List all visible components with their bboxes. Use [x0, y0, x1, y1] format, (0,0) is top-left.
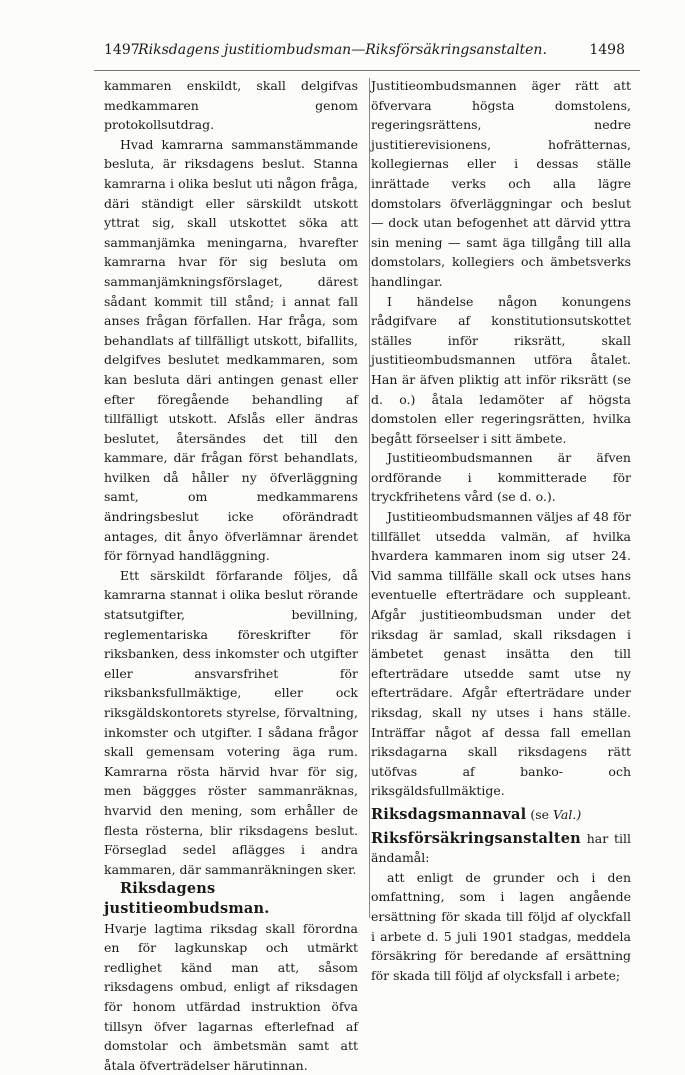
- running-header: [0, 42, 685, 66]
- left-paragraph: kammaren enskildt, skall delgifvas medkammaren genom protokollsutdrag.: [104, 78, 358, 133]
- right-paragraph: I händelse någon konungens rådgifvare af konstitutionsutskottet ställes inför riksrätt, skall justitieombudsmannen utföra åtalet. Han är äfven pliktig att inför riksrätt (se d. o.) åtala ledamöter af högsta domstolen eller regeringsrätten, hvilka begått förseelser i sitt ämbete.: [371, 293, 631, 446]
- left-paragraph: Hvad kamrarna sammanstämmande besluta, är riksdagens beslut. Stanna kamrarna i olika beslut uti någon fråga, däri ständigt eller särskildt utskott yttrat sig, skall utskottet söka att sammanjämka meningarna, hvarefter kamrarna hvar för sig besluta om sammanjämkningsförslaget, därest sådant kommit till stånd; i annat fall anses frågan förfallen. Har fråga, som behandlats af tillfälligt utskott, bifallits, delgifves beslutet medkammaren, som kan besluta däri antingen genast eller efter föregående behandling af tillfälligt utskott. Afslås eller ändras beslutet, återsändes det till den kammare, där frågan först behandlats, hvilken då håller ny öfverläggning samt, om medkammarens ändringsbeslut icke oförändradt antages, dit ånyo öfverlämnar ärendet för förnyad handläggning.: [104, 136, 358, 564]
- right-paragraph: Justitieombudsmannen väljes af 48 för tillfället utsedda valmän, af hvilka hvardera kammaren inom sig utser 24. Vid samma tillfälle skall ock utses hans eventuelle efterträdare och suppleant. Afgår justitieombudsman under det riksdag är samlad, skall riksdagen i ämbetet genast insätta den till efterträdare utsedde samt utse ny efterträdare. Afgår efterträdare under riksdag, skall ny utses i hans ställe. Inträffar något af dessa fall emellan riksdagarna skall riksdagens rätt utöfvas af banko- och riksgäldsfullmäktige.: [371, 509, 631, 799]
- left-column: [104, 76, 358, 1075]
- cross-reference: (se: [530, 806, 550, 822]
- entry-riksdagsmannaval: [371, 805, 631, 825]
- heading-justitieombudsman: Riksdagens justitieombudsman.: [104, 880, 270, 917]
- left-paragraph: Ett särskildt förfarande följes, då kamrarna stannat i olika beslut rörande statsutgifter, bevillning, reglementariska föreskrifter för riksbanken, dess inkomster och utgifter eller ansvarsfrihet för riksbanksfullmäktige, eller ock riksgäldskontorets styrelse, förvaltning, inkomster och utgifter. I sådana frågor skall gemensam votering äga rum. Kamrarna rösta härvid hvar för sig, men bäggges röster sammanräknas, hvarvid den mening, som erhåller de flesta rösterna, blir riksdagens beslut. Förseglad sedel aflägges i andra kammaren, där sammanräkningen sker.: [104, 567, 358, 877]
- entry-riksforsakringsanstalten: [371, 829, 631, 868]
- heading-riksforsakringsanstalten: Riksförsäkringsanstalten: [371, 829, 581, 847]
- page-number-right: 1498: [589, 42, 625, 58]
- entry-lead-text: har till ändamål:: [371, 830, 631, 866]
- header-rule: [94, 70, 640, 71]
- right-column: [371, 76, 631, 985]
- right-paragraph: att enligt de grunder och i den omfattning, som i lagen angående ersättning för skada till följd af olyckfall i arbete d. 5 juli 1901 stadgas, meddela försäkring för beredande af ersättning för skada till följd af olycksfall i arbete;: [371, 869, 631, 983]
- page-number-left: 1497: [104, 42, 140, 58]
- right-paragraph: Justitieombudsmannen är äfven ordförande i kommitterade för tryckfrihetens vård (se d. o.).: [371, 450, 631, 505]
- running-title: Riksdagens justitiombudsman—Riksförsäkringsanstalten.: [138, 42, 547, 58]
- heading-riksdagsmannaval: Riksdagsmannaval: [371, 805, 527, 823]
- left-paragraph: Hvarje lagtima riksdag skall förordna en för lagkunskap och utmärkt redlighet känd man att, såsom riksdagens ombud, enligt af riksdagen för honom utfärdad instruktion öfva tillsyn öfver lagarnas efterlefnad af domstolar och ämbetsmän samt att åtala öfverträdelser härutinnan.: [104, 920, 358, 1073]
- cross-reference-target: Val.): [553, 806, 582, 822]
- right-paragraph: Justitieombudsmannen äger rätt att öfvervara högsta domstolens, regeringsrättens, nedre justitierevisionens, hofrätternas, kollegiernas eller i dessas ställe inrättade verks och alla lägre domstolars öfverläggningar och beslut — dock utan befogenhet att därvid yttra sin mening — samt äga tillgång till alla domstolars, kollegiers och ämbetsverks handlingar.: [371, 78, 631, 289]
- section-heading: [104, 879, 358, 918]
- column-divider: [369, 78, 370, 918]
